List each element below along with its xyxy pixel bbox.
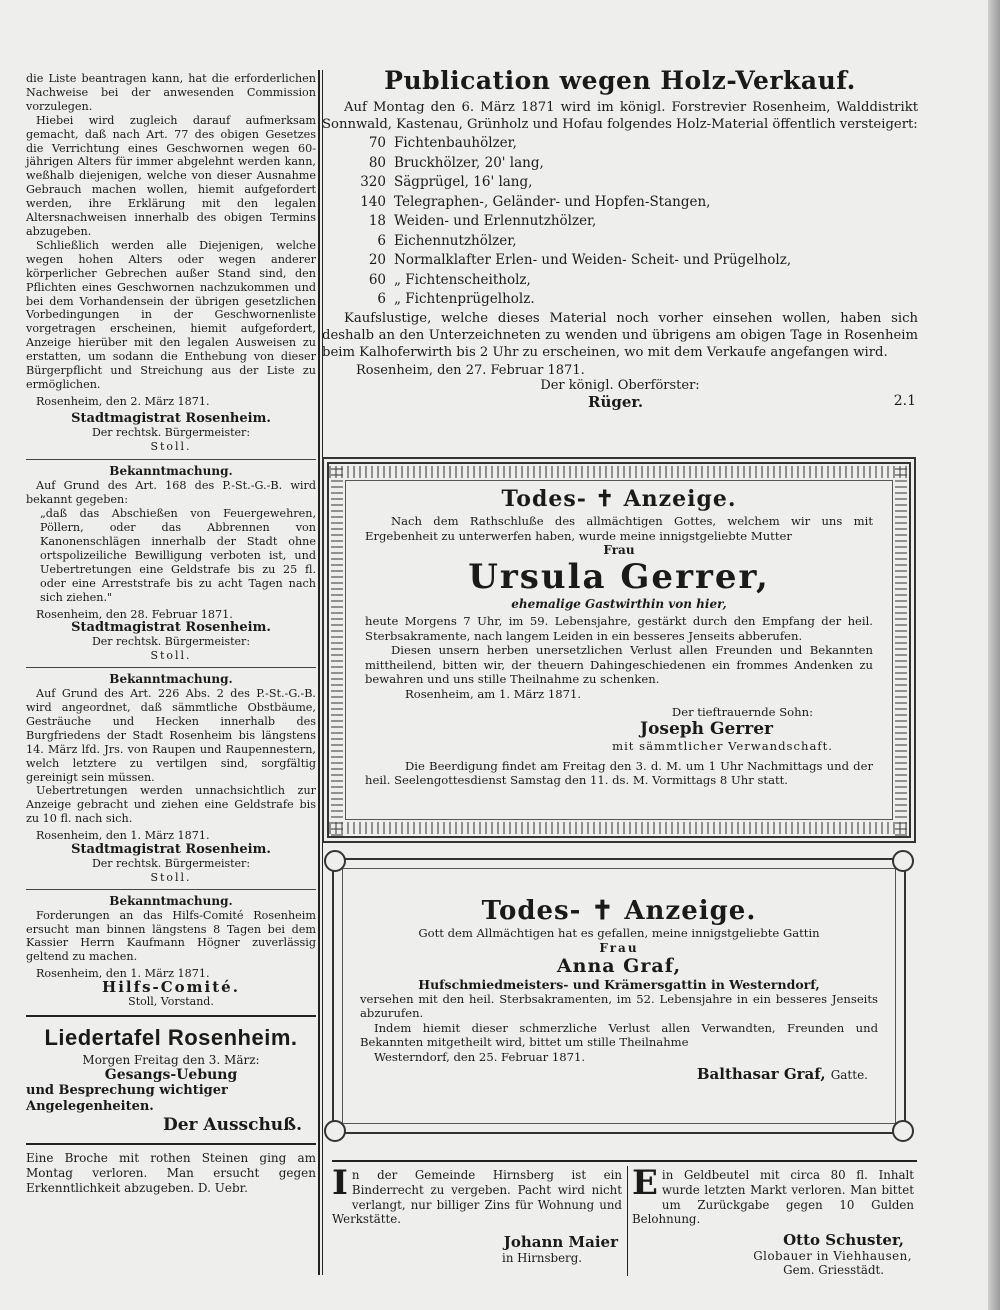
hirnsberg-place: in Hirnsberg. <box>502 1251 582 1266</box>
liedertafel-line1: Morgen Freitag den 3. März: <box>82 1053 260 1067</box>
geldbeutel-line2: Globauer in Viehhausen, <box>753 1249 912 1264</box>
fireworks-org: Stadtmagistrat Rosenheim. <box>71 620 271 636</box>
todes1-p2: heute Morgens 7 Uhr, im 59. Lebensjahre, gestärkt durch den Empfang der heil. Sterbsakramente, nach langem Leiden in ein besseres Jenseits abberufen. <box>365 614 873 643</box>
todes1-sign: Joseph Gerrer <box>640 718 773 739</box>
caterpillars-p2: Uebertretungen werden unnachsichtlich zur Anzeige gebracht und ziehen eine Geldstrafe bis zu 10 fl. nach sich. <box>26 784 316 826</box>
todes2-p1: Gott dem Allmächtigen hat es gefallen, meine innigstgeliebte Gattin <box>418 926 820 940</box>
holz-item-text: Eichennutzhölzer, <box>394 232 517 249</box>
jury-name: Stoll. <box>150 439 192 453</box>
frame-ornament <box>331 464 343 836</box>
notice-fireworks <box>26 465 316 663</box>
holz-item <box>322 212 918 232</box>
todes2-sign: Balthasar Graf, <box>696 1064 826 1083</box>
holz-item <box>322 251 918 271</box>
jury-p2: Hiebei wird zugleich darauf aufmerksam gemacht, daß nach Art. 77 des obigen Gesetzes die Verrichtung eines Geschwornen wegen 60-jährigen Alters für immer abgelehnt werden kann, weßhalb diejenigen, welche von dieser Ausnahme Gebrauch machen wollen, hiemit aufgefordert werden, ihre Erklärung mit den legalen Altersnachweisen innerhalb des obigen Termins abzugeben. <box>26 113 316 238</box>
hirnsberg-sign: Johann Maier <box>503 1233 618 1252</box>
todes1-title: Todes- ✝ Anzeige. <box>501 486 737 512</box>
liedertafel-sign: Der Ausschuß. <box>162 1115 302 1135</box>
holz-date: Rosenheim, den 27. Februar 1871. <box>356 362 585 378</box>
todes2-sign2: Gatte. <box>830 1067 868 1082</box>
holz-item-number: 80 <box>368 154 386 171</box>
divider <box>26 889 316 890</box>
liedertafel-ad <box>26 1025 316 1135</box>
todes1-name: Ursula Gerrer, <box>468 557 770 597</box>
holz-item-text: Fichtenbauhölzer, <box>394 135 517 151</box>
liedertafel-line3: und Besprechung wichtiger Angelegenheiten. <box>26 1083 228 1114</box>
holz-item-text: Sägprügel, 16' lang, <box>394 174 533 190</box>
holz-item <box>322 271 918 291</box>
left-column <box>26 72 316 1196</box>
holz-item <box>322 193 918 213</box>
todes-anzeige-frame-1 <box>322 457 916 843</box>
todes-anzeige-frame-2 <box>332 858 906 1134</box>
todes2-frau: Frau <box>599 940 639 955</box>
geldbeutel-text: in Geldbeutel mit circa 80 fl. Inhalt wurde letzten Markt verloren. Man bittet um Zurückgabe gegen 10 Gulden Belohnung. <box>632 1168 914 1227</box>
jury-org: Stadtmagistrat Rosenheim. <box>71 410 271 426</box>
holz-name: Rüger. <box>588 392 644 411</box>
todes1-p4: Die Beerdigung findet am Freitag den 3. d. M. um 1 Uhr Nachmittags und der heil. Seelengottesdienst Samstag den 11. ds. M. Vormittags 8 Uhr statt. <box>365 758 873 787</box>
hirnsberg-text: n der Gemeinde Hirnsberg ist ein Binderrecht zu vergeben. Pacht wird nicht verlangt, nur billiger Zins für Wohnung und Werkstätte. <box>332 1168 622 1227</box>
holz-item-text: Normalklafter Erlen- und Weiden- Scheit- und Prügelholz, <box>394 252 792 268</box>
todes1-p1: Nach dem Rathschluße des allmächtigen Gottes, welchem wir uns mit Ergebenheit zu unterwerfen haben, wurde meine innigstgeliebte Mutter <box>365 514 873 543</box>
holz-role: Der königl. Oberförster: <box>540 377 700 393</box>
liedertafel-title: Liedertafel Rosenheim. <box>44 1025 298 1050</box>
fireworks-name: Stoll. <box>150 649 192 663</box>
todes1-role: Der tieftrauernde Sohn: <box>671 704 813 719</box>
holz-item <box>322 154 918 174</box>
jury-p1: die Liste beantragen kann, hat die erforderlichen Nachweise bei der anwesenden Commission vorzulegen. <box>26 72 316 113</box>
geldbeutel-initial: E <box>632 1163 658 1203</box>
holz-item-number: 20 <box>368 252 386 268</box>
holz-item-text: „ Fichtenscheitholz, <box>394 271 531 288</box>
holz-item <box>322 232 918 252</box>
holz-title: Publication wegen Holz-Verkauf. <box>384 66 856 95</box>
todes1-date: Rosenheim, am 1. März 1871. <box>405 686 582 701</box>
todes1-frau: Frau <box>603 543 635 557</box>
todes2-signature <box>360 1064 878 1083</box>
todes1-content <box>365 486 873 788</box>
todes1-sub: ehemalige Gastwirthin von hier, <box>511 597 727 611</box>
holz-mark: 2.1 <box>893 392 916 409</box>
holz-item-number: 70 <box>368 135 386 151</box>
hirnsberg-initial: I <box>332 1163 348 1203</box>
column-divider <box>627 1166 628 1276</box>
frame-ornament <box>895 464 907 836</box>
divider-thick <box>332 1160 917 1162</box>
holz-item-number: 18 <box>368 213 386 229</box>
jury-date: Rosenheim, den 2. März 1871. <box>36 394 210 408</box>
holz-item-number: 60 <box>368 271 386 288</box>
todes2-p2: versehen mit den heil. Sterbsakramenten, im 52. Lebensjahre in ein besseres Jenseits abzurufen. <box>360 991 878 1020</box>
notice-caterpillars <box>26 673 316 885</box>
holz-item <box>322 134 918 154</box>
caterpillars-org: Stadtmagistrat Rosenheim. <box>71 842 271 858</box>
fireworks-title: Bekanntmachung. <box>109 464 233 479</box>
divider <box>26 459 316 460</box>
holz-item-text: Telegraphen-, Geländer- und Hopfen-Stangen, <box>394 193 711 210</box>
fireworks-intro: Auf Grund des Art. 168 des P.-St.-G.-B. wird bekannt gegeben: <box>26 479 316 507</box>
holz-item-number: 6 <box>377 291 386 307</box>
frame-corner-ornament <box>892 1120 914 1142</box>
caterpillars-title: Bekanntmachung. <box>109 672 233 687</box>
divider-thick <box>26 1143 316 1145</box>
liedertafel-line2: Gesangs-Uebung <box>104 1067 238 1083</box>
fireworks-quote: „daß das Abschießen von Feuergewehren, Pöllern, oder das Abbrennen von Kanonenschlägen innerhalb der Stadt ohne ortspolizeiliche Bewilligung verboten ist, und Uebertretungen eine Geldstrafe bis zu 25 fl. oder eine Arreststrafe bis zu acht Tagen nach sich ziehen." <box>40 507 316 604</box>
todes1-sign2: mit sämmtlicher Verwandschaft. <box>612 738 833 753</box>
jury-notice <box>26 72 316 453</box>
frame-corner-ornament <box>324 1120 346 1142</box>
hirnsberg-ad <box>332 1163 622 1266</box>
geldbeutel-sign: Otto Schuster, <box>783 1231 904 1250</box>
holz-item-list <box>322 134 918 310</box>
todes2-date: Westerndorf, den 25. Februar 1871. <box>374 1049 586 1064</box>
fireworks-date: Rosenheim, den 28. Februar 1871. <box>36 607 233 621</box>
holz-item-number: 6 <box>377 232 386 249</box>
todes2-sub: Hufschmiedmeisters- und Krämersgattin in Westerndorf, <box>418 976 820 992</box>
comite-title: Bekanntmachung. <box>109 893 233 908</box>
todes2-title: Todes- ✝ Anzeige. <box>481 896 757 926</box>
caterpillars-name: Stoll. <box>150 870 192 884</box>
holz-item <box>322 173 918 193</box>
holz-item-number: 320 <box>360 174 386 190</box>
comite-name: Stoll, Vorstand. <box>128 995 214 1009</box>
frame-corner-ornament <box>324 850 346 872</box>
comite-org: Hilfs-Comité. <box>102 978 240 997</box>
comite-p1: Forderungen an das Hilfs-Comité Rosenheim ersucht man binnen längstens 8 Tagen bei dem Kassier Herrn Kaufmann Högner zuverlässig geltend zu machen. <box>26 908 316 964</box>
broche-ad: Eine Broche mit rothen Steinen ging am Montag verloren. Man ersucht gegen Erkenntlichkeit abzugeben. D. Uebr. <box>26 1151 316 1195</box>
divider <box>26 667 316 668</box>
jury-role: Der rechtsk. Bürgermeister: <box>91 425 251 439</box>
comite-date: Rosenheim, den 1. März 1871. <box>36 967 210 981</box>
todes1-p3: Diesen unsern herben unersetzlichen Verlust allen Freunden und Bekannten mittheilend, bitten wir, der theuern Dahingeschiedenen ein frommes Andenken zu bewahren und uns stille Theilnahme zu schenken. <box>365 643 873 686</box>
geldbeutel-ad <box>632 1163 914 1278</box>
fireworks-role: Der rechtsk. Bürgermeister: <box>91 635 251 649</box>
caterpillars-p1: Auf Grund des Art. 226 Abs. 2 des P.-St.-G.-B. wird angeordnet, daß sämmtliche Obstbäume, Gesträuche und Hecken innerhalb des Burgfriedens der Stadt Rosenheim bis längstens 14. März lfd. Jrs. von Raupen und Raupennestern, welch letztere zu vertilgen sind, sorgfältig gereinigt sein müssen. <box>26 687 316 784</box>
frame-corner-ornament <box>892 850 914 872</box>
caterpillars-date: Rosenheim, den 1. März 1871. <box>36 829 210 843</box>
divider-thick <box>26 1015 316 1017</box>
holz-item <box>322 290 918 310</box>
geldbeutel-line3: Gem. Griesstädt. <box>783 1263 884 1278</box>
holz-item-text: Weiden- und Erlennutzhölzer, <box>394 213 597 229</box>
page-binding-edge <box>988 0 1000 1310</box>
notice-comite <box>26 895 316 1009</box>
frame-ornament <box>329 822 909 834</box>
holz-p2: Kaufslustige, welche dieses Material noch vorher einsehen wollen, haben sich deshalb an den Unterzeichneten zu wenden und übrigens am obigen Tage in Rosenheim beim Kalhoferwirth bis 2 Uhr zu erscheinen, wo mit dem Verkaufe angefangen wird. <box>322 310 918 360</box>
frame-ornament <box>329 466 909 478</box>
todes2-content <box>360 896 878 1083</box>
holz-item-number: 140 <box>360 193 386 210</box>
todes2-name: Anna Graf, <box>556 954 682 977</box>
caterpillars-role: Der rechtsk. Bürgermeister: <box>91 856 251 870</box>
holz-item-text: „ Fichtenprügelholz. <box>394 291 535 307</box>
todes2-p3: Indem hiemit dieser schmerzliche Verlust allen Verwandten, Freunden und Bekannten mitgetheilt wird, bittet um stille Theilnahme <box>360 1020 878 1049</box>
holz-verkauf-notice <box>322 66 918 413</box>
jury-p3: Schließlich werden alle Diejenigen, welche wegen hohen Alters oder wegen anderer körperlicher Gebrechen außer Stand sind, den Pflichten eines Geschwornen nachzukommen und bei dem Vorhandensein der übrigen gesetzlichen Vorbedingungen in der Geschwornenliste vorgetragen erscheinen, hiemit aufgefordert, Anzeige hierüber mit den legalen Ausweisen zu erstatten, um sodann die Enthebung von dieser Bürgerpflicht und Streichung aus der Liste zu ermöglichen. <box>26 238 316 391</box>
holz-intro: Auf Montag den 6. März 1871 wird im königl. Forstrevier Rosenheim, Walddistrikt Sonnwald, Kastenau, Grünholz und Hofau folgendes Holz-Material öffentlich versteigert: <box>322 100 918 132</box>
column-divider <box>318 70 320 1275</box>
holz-item-text: Bruckhölzer, 20' lang, <box>394 154 544 171</box>
